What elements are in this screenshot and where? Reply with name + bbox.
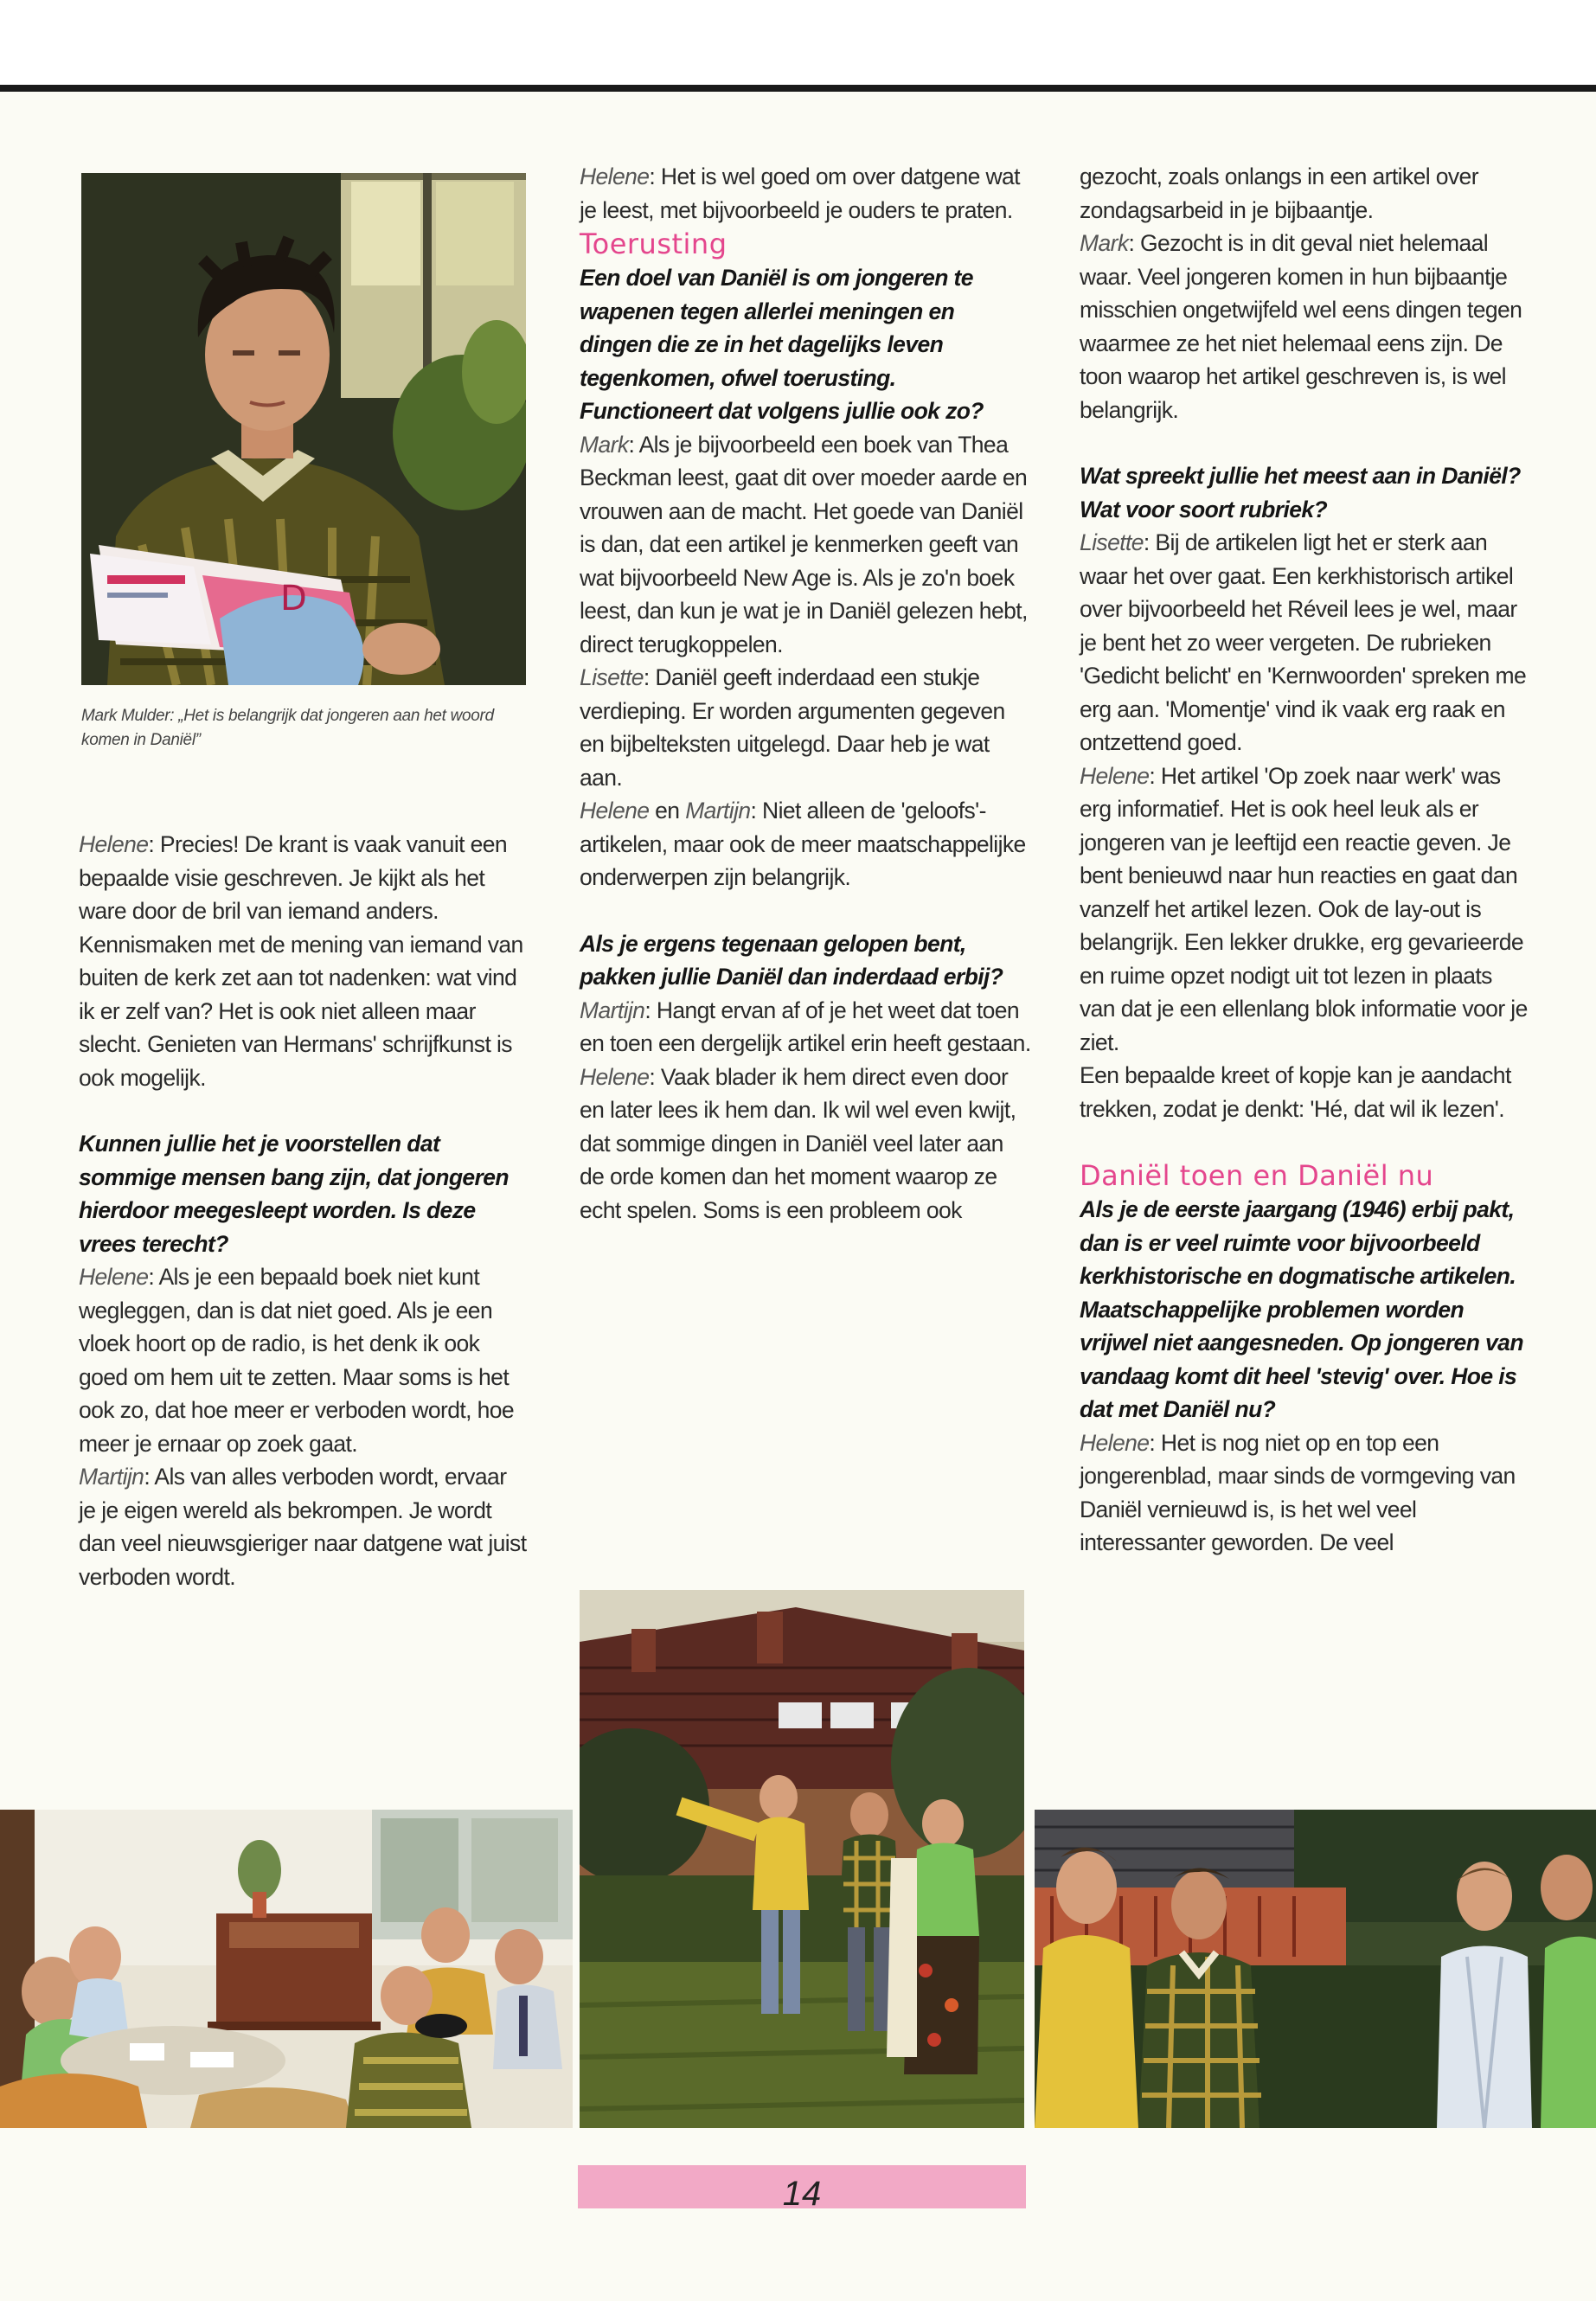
speaker: Lisette — [580, 664, 644, 690]
right-p4 — [1080, 760, 1529, 1060]
paragraph-text: : Bij de artikelen ligt het er sterk aan waar het over gaat. Een kerkhistorisch artikel over bijvoorbeeld het Réveil lees je wel, maar je bent het zo weer vergeten. De rubrieken 'Gedicht belicht' en 'Kernwoorden' spreken me erg aan. 'Momentje' vind ik vaak erg raak en ontzettend goed. — [1080, 529, 1527, 755]
right-question2: Als je de eerste jaargang (1946) erbij pakt, dan is er veel ruimte voor bijvoorbeeld kerkhistorische en dogmatische artikelen. Maatschappelijke problemen worden vrijwel niet aangesneden. Op jongeren van vandaag komt dit heel 'stevig' over. Hoe is dat met Daniël nu? — [1080, 1196, 1523, 1422]
speaker: Mark — [580, 431, 629, 458]
paragraph-text: : Precies! De krant is vaak vanuit een bepaalde visie geschreven. Je kijkt als het ware door de bril van iemand anders. Kennismaken met de mening van iemand van buiten de kerk zet aan tot nadenken: wat vind ik er zelf van? Het is ook niet alleen maar slecht. Genieten van Hermans' schrijfkunst is ook mogelijk. — [79, 831, 523, 1091]
speaker: Helene — [580, 163, 650, 189]
photo-outdoor-houses — [580, 1590, 1024, 2128]
speaker: Helene — [1080, 762, 1150, 789]
left-column — [79, 828, 529, 1593]
right-column — [1080, 160, 1529, 1560]
mid-p5 — [580, 994, 1031, 1061]
heading-daniel-toen-nu: Daniël toen en Daniël nu — [1080, 1159, 1434, 1192]
left-p2 — [79, 1260, 529, 1460]
mid-p4 — [580, 794, 1031, 894]
speaker: Martijn — [79, 1464, 144, 1490]
paragraph-text: : Gezocht is in dit geval niet helemaal waar. Veel jongeren komen in hun bijbaantje misschien ongetwijfeld wel eens dingen tegen waarmee ze het niet helemaal eens zijn. De toon waarop het artikel geschreven is, is wel belangrijk. — [1080, 230, 1522, 423]
paragraph-text: : Niet alleen de 'geloofs'-artikelen, maar ook de meer maatschappelijke onderwerpen zijn belangrijk. — [580, 798, 1026, 890]
photo-caption: Mark Mulder: „Het is belangrijk dat jongeren aan het woord komen in Daniël” — [81, 707, 494, 749]
mid-question1: Een doel van Daniël is om jongeren te wapenen tegen allerlei meningen en dingen die ze in het dagelijks leven tegenkomen, ofwel toerusting. Functioneert dat volgens jullie ook zo? — [580, 265, 984, 424]
right-p1: gezocht, zoals onlangs in een artikel over zondagsarbeid in je bijbaantje. — [1080, 163, 1478, 223]
speaker: Martijn — [580, 997, 645, 1023]
speaker: Mark — [1080, 230, 1129, 256]
right-p3 — [1080, 526, 1529, 760]
photo-interior-group — [0, 1810, 573, 2128]
paragraph-text: : Hangt ervan af of je het weet dat toen en toen een dergelijk artikel erin heeft gestaan. — [580, 997, 1031, 1056]
heading-toerusting: Toerusting — [580, 228, 727, 260]
left-question: Kunnen jullie het je voorstellen dat sommige mensen bang zijn, dat jongeren hierdoor meegesleept worden. Is deze vrees terecht? — [79, 1131, 509, 1257]
paragraph-text: : Het is wel goed om over datgene wat je leest, met bijvoorbeeld je ouders te praten. — [580, 163, 1020, 223]
speaker: Helene — [580, 798, 650, 824]
magazine-cover-letter: D — [280, 579, 307, 619]
page-number: 14 — [782, 2175, 822, 2213]
speaker: Helene — [580, 1063, 650, 1090]
paragraph-text: : Vaak blader ik hem direct even door en later lees ik hem dan. Ik wil wel even kwijt, dat sommige dingen in Daniël veel later aan de orde komen dan het moment waarop ze echt spelen. Soms is een probleem ook — [580, 1063, 1016, 1223]
paragraph-text: : Als van alles verboden wordt, ervaar je je eigen wereld als bekrompen. Je wordt dan veel nieuwsgieriger naar datgene wat juist verboden wordt. — [79, 1464, 527, 1590]
speaker: Helene — [79, 831, 149, 857]
mid-p3 — [580, 661, 1031, 794]
right-p6 — [1080, 1426, 1529, 1560]
middle-column — [580, 160, 1031, 1227]
conjunction: en — [649, 798, 686, 824]
paragraph-text: : Als je een bepaald boek niet kunt wegleggen, dan is dat niet goed. Als je een vloek hoort op de radio, is het denk ik ook goed om hem uit te zetten. Maar soms is het ook zo, dat hoe meer er verboden wordt, hoe meer je ernaar op zoek gaat. — [79, 1264, 515, 1457]
mid-p6 — [580, 1061, 1031, 1227]
page-top-edge — [0, 85, 1596, 92]
paragraph-text: : Het artikel 'Op zoek naar werk' was erg informatief. Het is ook heel leuk als er jongeren van je leeftijd een reactie geven. Je bent benieuwd naar hun reacties en gaat dan vanzelf het artikel lezen. Ook de lay-out is belangrijk. Een lekker drukke, erg gevarieerde en ruime opzet nodigt uit tot lezen in plaats van dat je een ellenlang blok informatie voor je ziet. — [1080, 762, 1528, 1055]
left-p1 — [79, 828, 529, 1094]
mid-p2 — [580, 428, 1031, 662]
speaker: Helene — [79, 1264, 149, 1290]
photo-four-people — [1035, 1810, 1596, 2128]
speaker: Helene — [1080, 1429, 1150, 1456]
mid-question2: Als je ergens tegenaan gelopen bent, pakken jullie Daniël dan inderdaad erbij? — [580, 930, 1003, 990]
paragraph-text: : Als je bijvoorbeeld een boek van Thea Beckman leest, gaat dit over moeder aarde en vrouwen aan de macht. Het goede van Daniël is dan, dat een artikel je kenmerken geeft van wat bijvoorbeeld New Age is. Als je zo'n boek leest, dan kun je wat je in Daniël gelezen hebt, direct terugkoppelen. — [580, 431, 1028, 657]
paragraph-text: : Daniël geeft inderdaad een stukje verdieping. Er worden argumenten gegeven en bijbelteksten uitgelegd. Daar heb je wat aan. — [580, 664, 1005, 791]
paragraph-text: : Het is nog niet op en top een jongerenblad, maar sinds de vormgeving van Daniël vernieuwd is, is het wel veel interessanter geworden. De veel — [1080, 1429, 1516, 1555]
photo-reader — [81, 173, 526, 685]
right-p2 — [1080, 227, 1529, 426]
right-p5: Een bepaalde kreet of kopje kan je aandacht trekken, zodat je denkt: 'Hé, dat wil ik lezen'. — [1080, 1062, 1511, 1122]
right-question1: Wat spreekt jullie het meest aan in Daniël? Wat voor soort rubriek? — [1080, 463, 1521, 522]
speaker: Lisette — [1080, 529, 1144, 555]
speaker: Martijn — [685, 798, 751, 824]
mid-p1 — [580, 160, 1031, 227]
left-p3 — [79, 1460, 529, 1593]
